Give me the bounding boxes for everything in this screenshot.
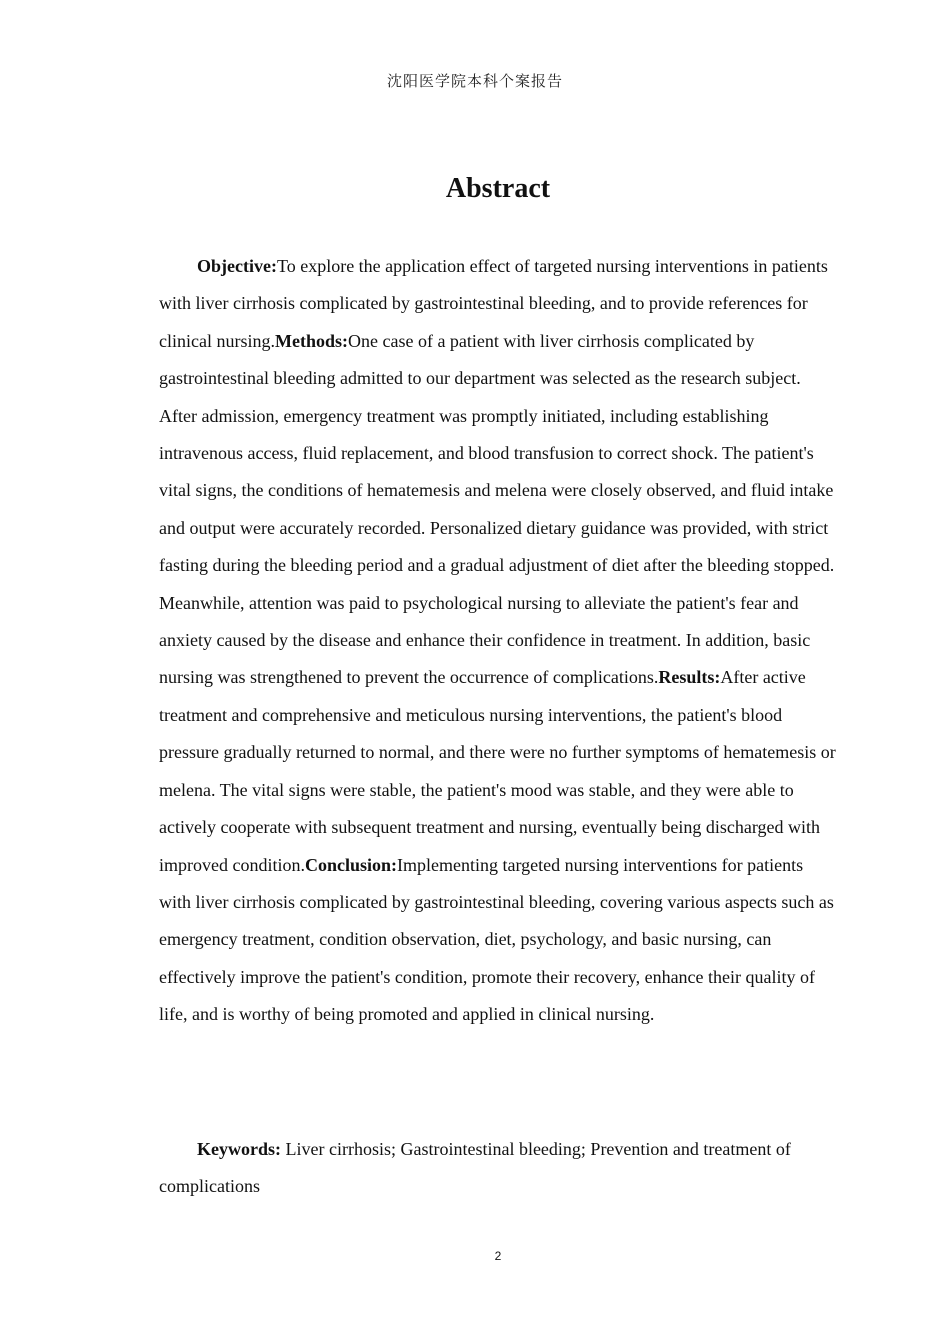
results-label: Results: (658, 667, 721, 688)
abstract-paragraph (159, 248, 839, 1034)
keywords-label: Keywords: (197, 1139, 281, 1159)
conclusion-text: Implementing targeted nursing interventions for patients with liver cirrhosis complicated by gastrointestinal bleeding, covering various aspects such as emergency treatment, condition observation, diet, psychology, and basic nursing, can effectively improve the patient's condition, promote their recovery, enhance their quality of life, and is worthy of being promoted and applied in clinical nursing. (159, 854, 834, 1025)
methods-text: One case of a patient with liver cirrhosis complicated by gastrointestinal bleeding admitted to our department was selected as the research subject. After admission, emergency treatment was promptly initiated, including establishing intravenous access, fluid replacement, and blood transfusion to correct shock. The patient's vital signs, the conditions of hematemesis and melena were closely observed, and fluid intake and output were accurately recorded. Personalized dietary guidance was provided, with strict fasting during the bleeding period and a gradual adjustment of diet after the bleeding stopped. Meanwhile, attention was paid to psychological nursing to alleviate the patient's fear and anxiety caused by the disease and enhance their confidence in treatment. In addition, basic nursing was strengthened to prevent the occurrence of complications. (159, 330, 835, 688)
keywords-text: Liver cirrhosis; Gastrointestinal bleeding; Prevention and treatment of complications (159, 1139, 791, 1197)
page-header: 沈阳医学院本科个案报告 (386, 72, 563, 90)
objective-label: Objective: (197, 256, 277, 276)
page-number: 2 (494, 1249, 502, 1263)
results-text: After active treatment and comprehensive and meticulous nursing interventions, the patient's blood pressure gradually returned to normal, and there were no further symptoms of hematemesis or melena. The vital signs were stable, the patient's mood was stable, and they were able to actively cooperate with subsequent treatment and nursing, eventually being discharged with improved condition. (159, 667, 836, 875)
conclusion-label: Conclusion: (304, 854, 398, 875)
objective-text: To explore the application effect of targeted nursing interventions in patients with liver cirrhosis complicated by gastrointestinal bleeding, and to provide references for clinical nursing. (159, 256, 828, 351)
abstract-title: Abstract (445, 173, 551, 204)
keywords-paragraph (159, 1131, 839, 1206)
methods-label: Methods: (274, 330, 348, 351)
